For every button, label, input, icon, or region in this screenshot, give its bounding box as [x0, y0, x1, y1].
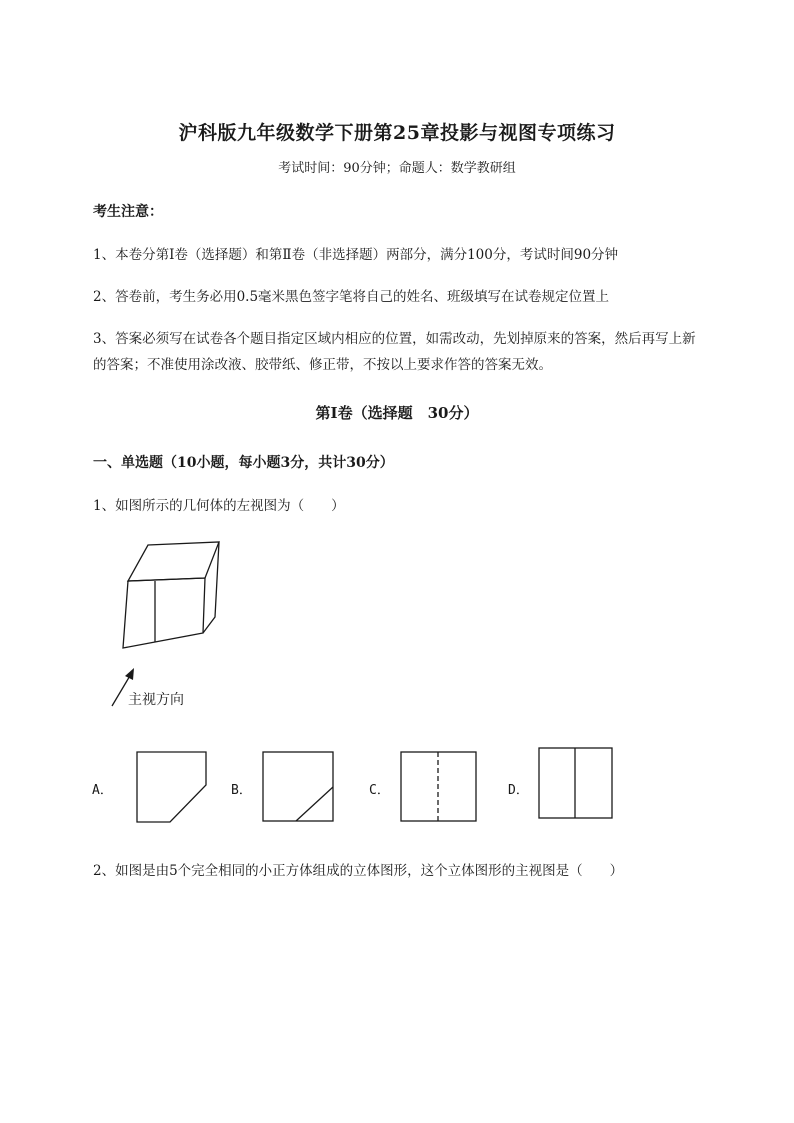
note-item-3-cont: 的答案；不准使用涂改液、胶带纸、修正带，不按以上要求作答的答案无效。	[93, 357, 552, 373]
option-b-label[interactable]: B．	[231, 783, 252, 798]
option-b-figure	[263, 752, 333, 821]
option-a-figure	[137, 752, 206, 822]
option-d-figure	[539, 748, 612, 818]
page-title: 沪科版九年级数学下册第25章投影与视图专项练习	[178, 122, 616, 144]
geometric-solid	[123, 542, 219, 648]
part-heading: 一、单选题（10小题，每小题3分，共计30分）	[93, 455, 394, 471]
exam-info: 考试时间：90分钟；命题人：数学教研组	[278, 161, 516, 176]
note-item-3: 3、答案必须写在试卷各个题目指定区域内相应的位置，如需改动，先划掉原来的答案，然后再写上新	[93, 331, 696, 347]
question-2-stem: 2、如图是由5个完全相同的小正方体组成的立体图形，这个立体图形的主视图是（ ）	[93, 863, 624, 879]
question-1-stem: 1、如图所示的几何体的左视图为（ ）	[93, 498, 345, 514]
option-a-label[interactable]: A．	[92, 783, 113, 798]
option-d-label[interactable]: D．	[508, 783, 529, 798]
view-direction-label: 主视方向	[128, 692, 184, 708]
option-c-label[interactable]: C．	[369, 783, 390, 798]
option-c-figure	[401, 752, 476, 821]
note-item-2: 2、答卷前，考生务必用0.5毫米黑色签字笔将自己的姓名、班级填写在试卷规定位置上	[93, 289, 610, 305]
section-title: 第I卷（选择题 30分）	[315, 404, 479, 422]
notes-heading: 考生注意：	[93, 204, 163, 220]
note-item-1: 1、本卷分第I卷（选择题）和第Ⅱ卷（非选择题）两部分，满分100分，考试时间90分钟	[93, 247, 619, 263]
